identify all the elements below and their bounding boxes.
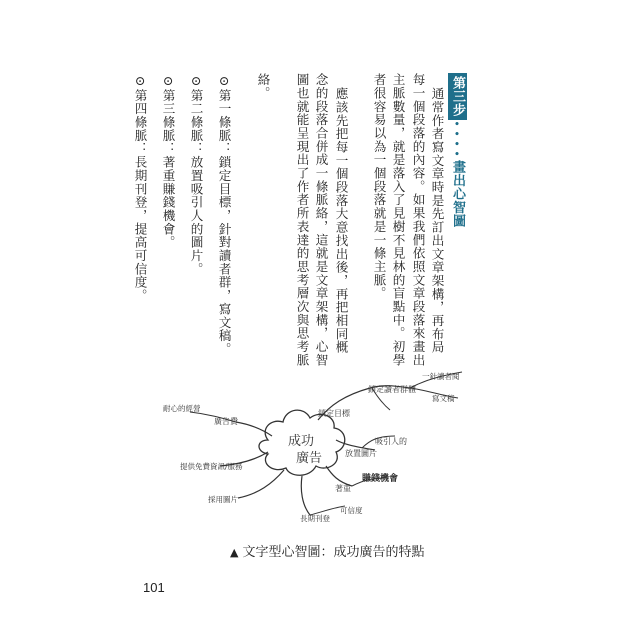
- bullet-text: 第一條脈：鎖定目標，針對讀者群，寫文稿。: [216, 88, 232, 356]
- mind-map-node: 賺錢機會: [362, 474, 399, 484]
- mind-map-node: 寫文稿: [432, 394, 455, 403]
- bullet-marker: ⊙: [188, 73, 204, 89]
- branch-line: [326, 466, 352, 486]
- mind-map-node: 一針讀者閱: [422, 372, 460, 381]
- body-text-column: 主脈數量，就是落入了見樹不見林的盲點中。初學: [390, 73, 406, 367]
- dotted-separator: ••••: [452, 119, 462, 160]
- page-number: 101: [143, 580, 165, 595]
- branch-line: [238, 470, 284, 498]
- mind-map-node: 耐心的經營: [163, 404, 201, 413]
- mind-map-node: 鎖定讀者群體: [368, 385, 416, 394]
- mind-map-node: 長期刊登: [300, 514, 330, 523]
- section-title: 畫出心智圖: [450, 159, 465, 228]
- bullet-marker: ⊙: [132, 73, 148, 89]
- bullet-text: 第二條脈：放置吸引人的圖片。: [188, 88, 204, 276]
- mind-map-node: 鎖定目標: [318, 409, 350, 418]
- mind-map-node: 著重: [335, 484, 351, 493]
- mind-map-node: 廣告費: [214, 417, 238, 426]
- body-text-column: 者很容易以為一個段落就是一條主脈。: [371, 73, 387, 300]
- caption-marker-icon: ▲: [230, 546, 239, 559]
- bullet-marker: ⊙: [216, 73, 232, 89]
- bullet-text: 第四條脈：長期刊登，提高可信度。: [132, 88, 148, 303]
- mind-map-node: 提供免費資訊/服務: [180, 462, 243, 471]
- body-text-column: 圖也就能呈現出了作者所表達的思考層次與思考脈: [294, 73, 310, 367]
- mind-map-node: 採用圖片: [208, 495, 238, 504]
- center-label: 廣告: [296, 451, 323, 466]
- body-text-column: 絡。: [255, 73, 271, 100]
- mind-map-node: 可信度: [340, 506, 363, 515]
- bullet-marker: ⊙: [160, 73, 176, 89]
- mind-map-node: 放置圖片: [345, 449, 377, 458]
- body-text-column: 通常作者寫文章時是先訂出文章架構，再布局: [429, 87, 445, 354]
- body-text-column: 應該先把每一個段落大意找出後，再把相同概: [333, 87, 349, 354]
- caption-text: 文字型心智圖：成功廣告的特點: [242, 545, 425, 560]
- branch-line: [236, 422, 272, 436]
- body-text-column: 念的段落合併成一條脈絡，這就是文章架構，心智: [313, 73, 329, 367]
- step-label: 第三步: [448, 73, 467, 120]
- bullet-text: 第三條脈：著重賺錢機會。: [160, 88, 176, 249]
- branch-line: [301, 476, 310, 515]
- body-text-column: 每一個段落的內容。如果我們依照文章段落來畫出: [410, 73, 426, 367]
- center-label: 成功: [288, 434, 315, 449]
- figure-caption: [230, 541, 424, 560]
- mind-map-node: 吸引人的: [375, 437, 407, 446]
